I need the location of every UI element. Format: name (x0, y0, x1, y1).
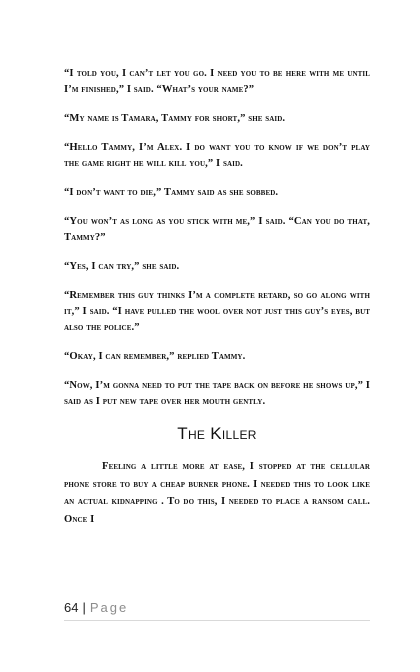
paragraph-7: “Remember this guy thinks I’m a complete retard, so go along with it,” I said. “I have pulled the wool over not just this guy’s eyes, but also the police.” (64, 290, 370, 333)
page-body (64, 66, 370, 528)
paragraph-2: “My name is Tamara, Tammy for short,” she said. (64, 113, 286, 124)
paragraph-8: “Okay, I can remember,” replied Tammy. (64, 351, 246, 362)
page-footer (64, 598, 370, 621)
paragraph-4: “I don’t want to die,” Tammy said as she sobbed. (64, 187, 279, 198)
paragraph-9: “Now, I’m gonna need to put the tape back on before he shows up,” I said as I put new tape over her mouth gently. (64, 380, 370, 407)
chapter-body (64, 458, 370, 528)
paragraph-3: “Hello Tammy, I’m Alex. I do want you to know if we don’t play the game right he will kill you,” I said. (64, 142, 370, 169)
page-label: Page (89, 600, 129, 615)
paragraph-5: “You won’t as long as you stick with me,” I said. “Can you do that, Tammy?” (64, 216, 370, 243)
page-number: 64 (64, 600, 79, 615)
paragraph-6: “Yes, I can try,” she said. (64, 261, 180, 272)
chapter-heading: The Killer (177, 424, 257, 443)
paragraph-1: “I told you, I can’t let you go. I need you to be here with me until I’m finished,” I said. “What’s your name?” (64, 68, 370, 95)
chapter-opening-paragraph: Feeling a little more at ease, I stopped at the cellular phone store to buy a cheap burner phone. I needed this to look like an actual kidnapping . To do this, I needed to place a ransom call. Once I (64, 461, 370, 525)
footer-separator: | (82, 600, 86, 615)
